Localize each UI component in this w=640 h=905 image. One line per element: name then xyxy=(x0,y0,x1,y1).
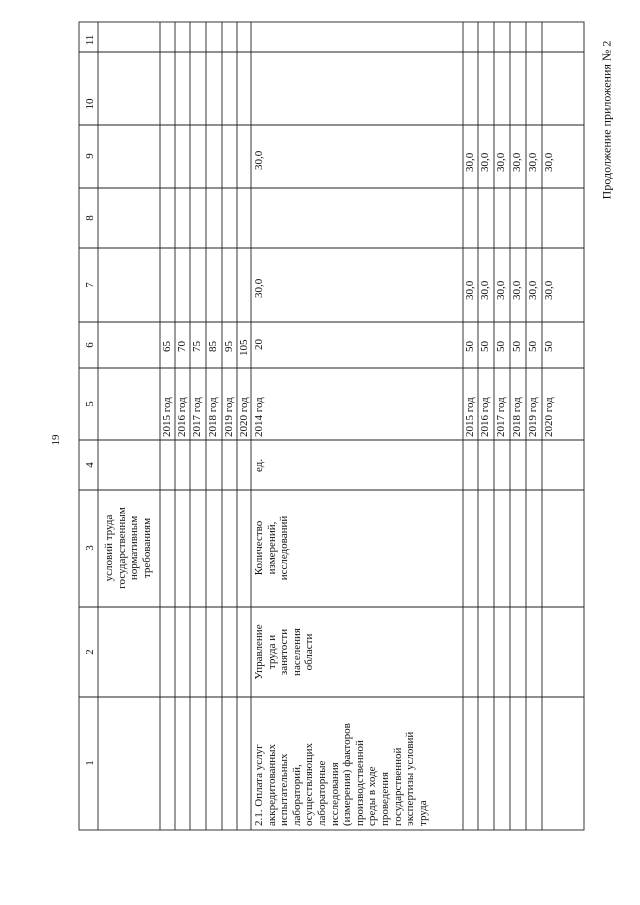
prev-year-2017: 2017 год xyxy=(191,397,203,437)
col-header-5: 5 xyxy=(84,401,96,407)
col-header-3: 3 xyxy=(84,545,96,551)
prev-value-2019: 95 xyxy=(223,341,235,352)
col-header-2: 2 xyxy=(84,649,96,655)
col-header-7: 7 xyxy=(84,282,96,288)
row-2-1-executor: Управление труда и занятости населения области xyxy=(253,624,316,680)
prev-value-2016: 70 xyxy=(176,341,188,352)
row-2-1-description: 2.1. Оплата услуг аккредитованных испытательных лабораторий, осуществляющих лабораторные исследования (измерения) факторов производственной среды в ходе проведения государственной экспертизы условий труда xyxy=(253,723,429,826)
row-2-1-col7-2016: 30,0 xyxy=(479,280,491,300)
row-2-1-col9-2014: 30,0 xyxy=(253,150,265,170)
row-2-1-year-2014: 2014 год xyxy=(253,397,265,437)
row-2-1-col9-2019: 30,0 xyxy=(527,152,539,172)
row-2-1-col7-2014: 30,0 xyxy=(253,278,265,298)
prev-year-2020: 2020 год xyxy=(238,397,250,437)
row-2-1-col7-2017: 30,0 xyxy=(495,280,507,300)
prev-year-2015: 2015 год xyxy=(161,397,173,437)
row-2-1-col6-2018: 50 xyxy=(511,341,523,352)
row-2-1-unit: ед. xyxy=(253,458,265,472)
prev-value-2015: 65 xyxy=(161,341,173,352)
col-header-10: 10 xyxy=(84,98,96,110)
row-2-1-col6-2017: 50 xyxy=(495,341,507,352)
row-2-1-col7-2018: 30,0 xyxy=(511,280,523,300)
prev-value-2017: 75 xyxy=(191,341,203,352)
row-2-1-year-2018: 2018 год xyxy=(511,397,523,437)
row-2-1-col6-2016: 50 xyxy=(479,341,491,352)
col-header-6: 6 xyxy=(84,342,96,348)
col-header-11: 11 xyxy=(84,34,96,46)
row-2-1-col6-2015: 50 xyxy=(464,341,476,352)
col-header-1: 1 xyxy=(84,760,96,766)
row-2-1-year-2015: 2015 год xyxy=(464,397,476,437)
col-header-4: 4 xyxy=(84,462,96,468)
row-2-1-col6-2014: 20 xyxy=(253,339,265,350)
prev-year-2019: 2019 год xyxy=(223,397,235,437)
row-2-1-year-2017: 2017 год xyxy=(495,397,507,437)
row-2-1-col9-2017: 30,0 xyxy=(495,152,507,172)
row-2-1-indicator: Количество измерений, исследований xyxy=(253,515,291,581)
page-number: 19 xyxy=(50,434,62,446)
prev-year-2018: 2018 год xyxy=(207,397,219,437)
row-2-1-col7-2020: 30,0 xyxy=(543,280,555,300)
row-2-1-col7-2015: 30,0 xyxy=(464,280,476,300)
prev-value-2020: 105 xyxy=(238,339,250,356)
row-2-1-year-2019: 2019 год xyxy=(527,397,539,437)
col-header-8: 8 xyxy=(84,215,96,221)
row-2-1-col9-2018: 30,0 xyxy=(511,152,523,172)
prev-year-2016: 2016 год xyxy=(176,397,188,437)
prev-value-2018: 85 xyxy=(207,341,219,352)
row-2-1-col9-2020: 30,0 xyxy=(543,152,555,172)
row-2-1-col6-2020: 50 xyxy=(543,341,555,352)
row-2-1-col9-2016: 30,0 xyxy=(479,152,491,172)
col-header-9: 9 xyxy=(84,153,96,159)
prev-row-col3: условий труда государственным нормативным требованиям xyxy=(103,507,153,589)
row-2-1-col9-2015: 30,0 xyxy=(464,152,476,172)
row-2-1-col7-2019: 30,0 xyxy=(527,280,539,300)
row-2-1-year-2020: 2020 год xyxy=(543,397,555,437)
row-2-1-col6-2019: 50 xyxy=(527,341,539,352)
continuation-label: Продолжение приложения № 2 xyxy=(599,40,614,200)
row-2-1-year-2016: 2016 год xyxy=(479,397,491,437)
